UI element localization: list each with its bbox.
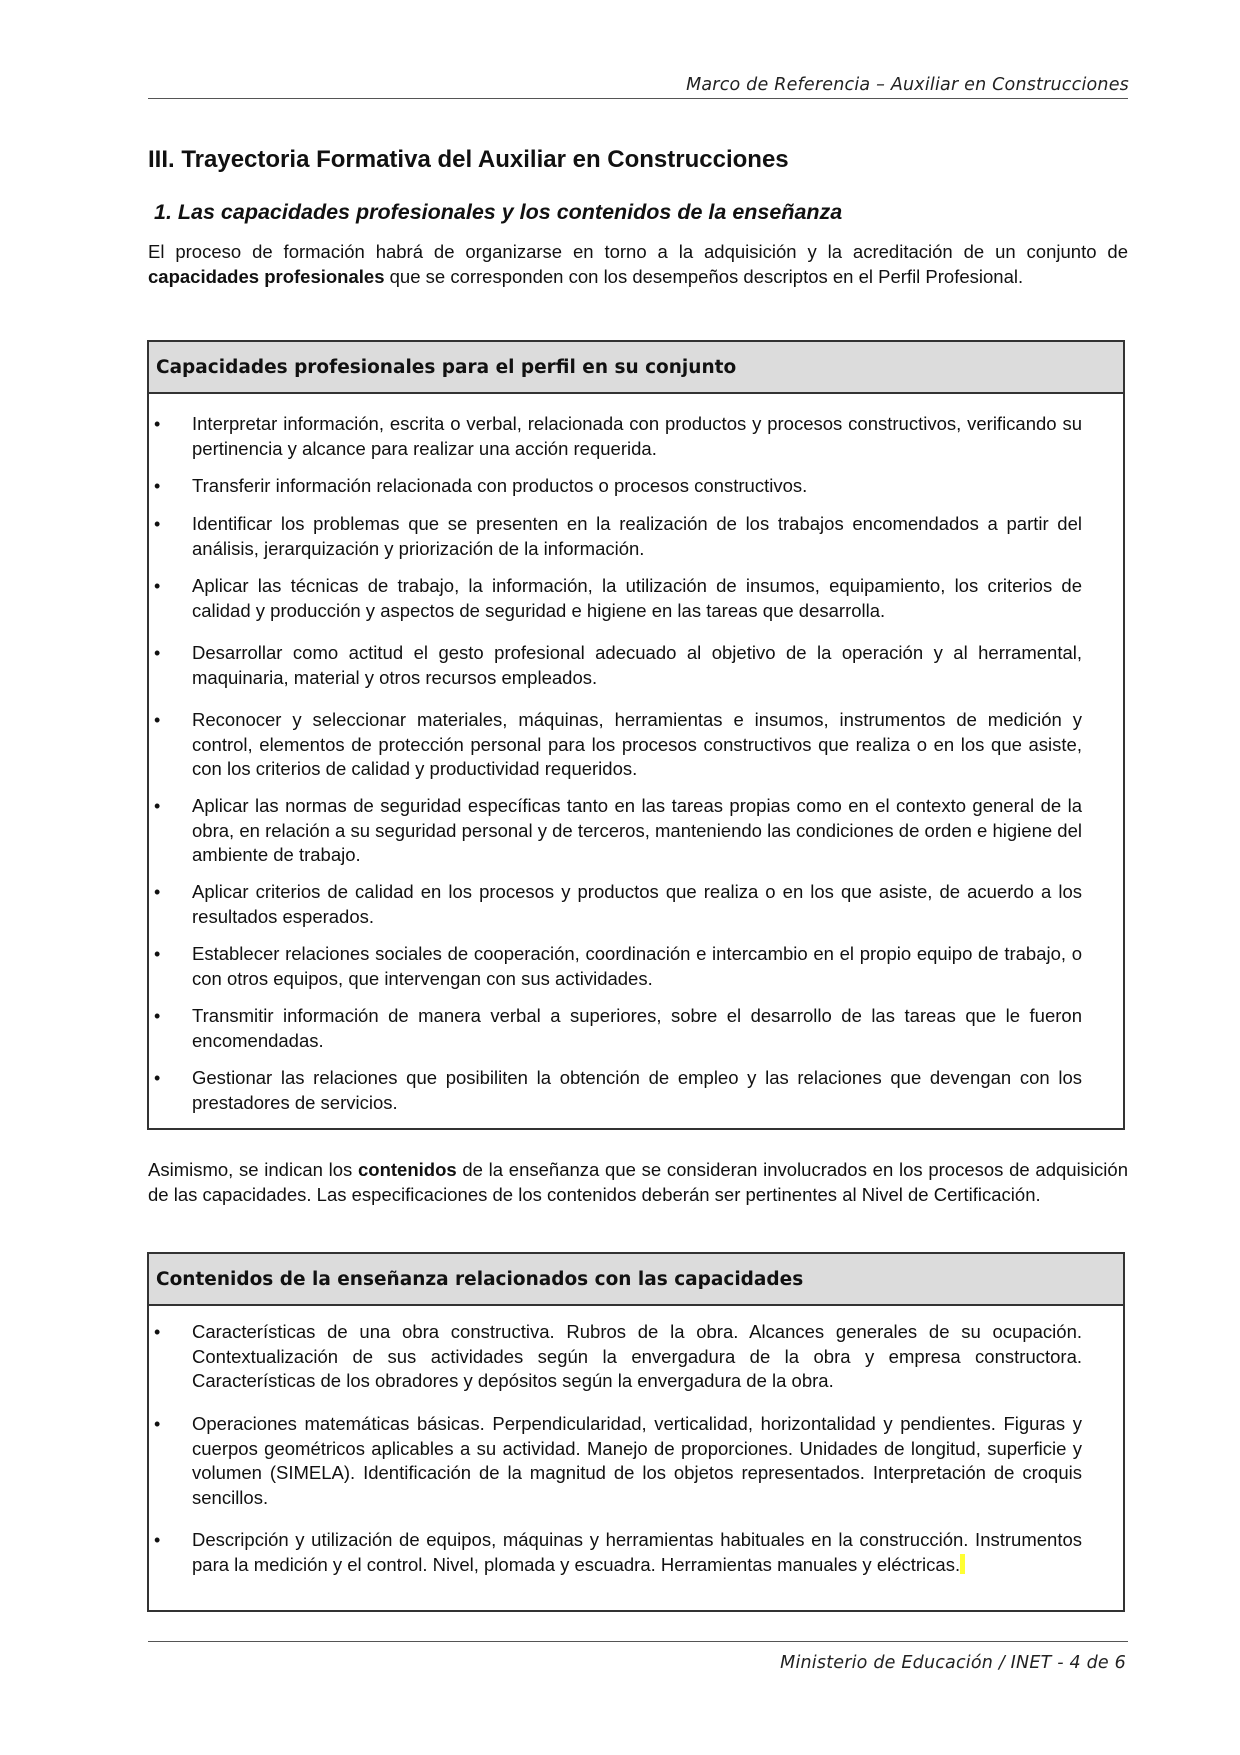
list-item-text: Reconocer y seleccionar materiales, máquinas, herramientas e insumos, instrumentos de medición y control, elementos de protección personal para los procesos constructivos que realiza o en los que asiste, con los criterios de calidad y productividad requeridos. [192, 709, 1082, 779]
bullet-icon: • [154, 414, 161, 434]
bullet-icon: • [154, 710, 161, 730]
header-divider [148, 98, 1128, 99]
section-title: III. Trayectoria Formativa del Auxiliar en Construcciones [148, 146, 789, 173]
intro-bold-term: capacidades profesionales [148, 265, 385, 287]
list-item-text: Establecer relaciones sociales de cooperación, coordinación e intercambio en el propio equipo de trabajo, o con otros equipos, que intervengan con sus actividades. [192, 943, 1082, 989]
list-item-text [192, 1528, 1082, 1577]
list-item-text: Aplicar las normas de seguridad específicas tanto en las tareas propias como en el contexto general de la obra, en relación a su seguridad personal y de terceros, manteniendo las condiciones de orden e higiene del ambiente de trabajo. [192, 795, 1082, 865]
bullet-icon: • [154, 1068, 161, 1088]
intro-text-1: El proceso de formación habrá de organizarse en torno a la adquisición y la acreditación de un conjunto de [148, 241, 1128, 262]
intro-text-2: que se corresponden con los desempeños descriptos en el Perfil Profesional. [384, 265, 1024, 287]
bullet-icon: • [154, 1322, 161, 1342]
capacidades-heading: Capacidades profesionales para el perfil en su conjunto [149, 342, 1123, 394]
list-item-text: Aplicar las técnicas de trabajo, la información, la utilización de insumos, equipamiento, los criterios de calidad y producción y aspectos de seguridad e higiene en las tareas que desarrolla. [192, 575, 1082, 621]
bullet-icon: • [154, 882, 161, 902]
bullet-icon: • [154, 514, 161, 534]
list-item-text: Transmitir información de manera verbal a superiores, sobre el desarrollo de las tareas que le fueron encomendadas. [192, 1005, 1082, 1051]
contenidos-intro-text-2: de la enseñanza que se consideran involucrados en los procesos de adquisición de las capacidades. Las especificaciones de los contenidos deberán ser pertinentes al Nivel de Certificación. [148, 1159, 1128, 1205]
contenidos-intro-text-1: Asimismo, se indican los [148, 1159, 358, 1180]
bullet-icon: • [154, 1006, 161, 1026]
contenidos-heading: Contenidos de la enseñanza relacionados con las capacidades [149, 1254, 1123, 1306]
highlight-mark [960, 1554, 965, 1574]
contenidos-intro-paragraph [148, 1158, 1128, 1207]
list-item-text: Identificar los problemas que se presenten en la realización de los trabajos encomendados a partir del análisis, jerarquización y priorización de la información. [192, 513, 1082, 559]
contenidos-intro-bold-term: contenidos [358, 1159, 457, 1180]
capacidades-box [147, 340, 1125, 1130]
bullet-icon: • [154, 796, 161, 816]
list-item-text: Gestionar las relaciones que posibiliten la obtención de empleo y las relaciones que devengan con los prestadores de servicios. [192, 1067, 1082, 1113]
bullet-icon: • [154, 576, 161, 596]
list-item-text: Aplicar criterios de calidad en los procesos y productos que realiza o en los que asiste, de acuerdo a los resultados esperados. [192, 881, 1082, 927]
list-item-text-content: Descripción y utilización de equipos, máquinas y herramientas habituales en la construcción. Instrumentos para la medición y el control. Nivel, plomada y escuadra. Herramientas manuales y eléctricas. [192, 1529, 1082, 1575]
running-header: Marco de Referencia – Auxiliar en Construcciones [686, 75, 1129, 95]
list-item-text: Desarrollar como actitud el gesto profesional adecuado al objetivo de la operación y al herramental, maquinaria, material y otros recursos empleados. [192, 642, 1082, 688]
bullet-icon: • [154, 1530, 161, 1550]
bullet-icon: • [154, 944, 161, 964]
footer-divider [148, 1641, 1128, 1642]
intro-paragraph [148, 240, 1128, 289]
list-item-text: Transferir información relacionada con productos o procesos constructivos. [192, 475, 808, 496]
bullet-icon: • [154, 476, 161, 496]
bullet-icon: • [154, 643, 161, 663]
contenidos-box [147, 1252, 1125, 1612]
list-item-text: Interpretar información, escrita o verbal, relacionada con productos y procesos constructivos, verificando su pertinencia y alcance para realizar una acción requerida. [192, 413, 1082, 459]
list-item-text: Operaciones matemáticas básicas. Perpendicularidad, verticalidad, horizontalidad y pendientes. Figuras y cuerpos geométricos aplicables a su actividad. Manejo de proporciones. Unidades de longitud, superficie y volumen (SIMELA). Identificación de la magnitud de los objetos representados. Interpretación de croquis sencillos. [192, 1413, 1082, 1508]
bullet-icon: • [154, 1414, 161, 1434]
section-subtitle: 1. Las capacidades profesionales y los contenidos de la enseñanza [154, 200, 843, 224]
list-item-text: Características de una obra constructiva. Rubros de la obra. Alcances generales de su ocupación. Contextualización de sus actividades según la envergadura de la obra y empresa constructora. Características de los obradores y depósitos según la envergadura de la obra. [192, 1321, 1082, 1391]
page-footer: Ministerio de Educación / INET - 4 de 6 [780, 1653, 1126, 1673]
